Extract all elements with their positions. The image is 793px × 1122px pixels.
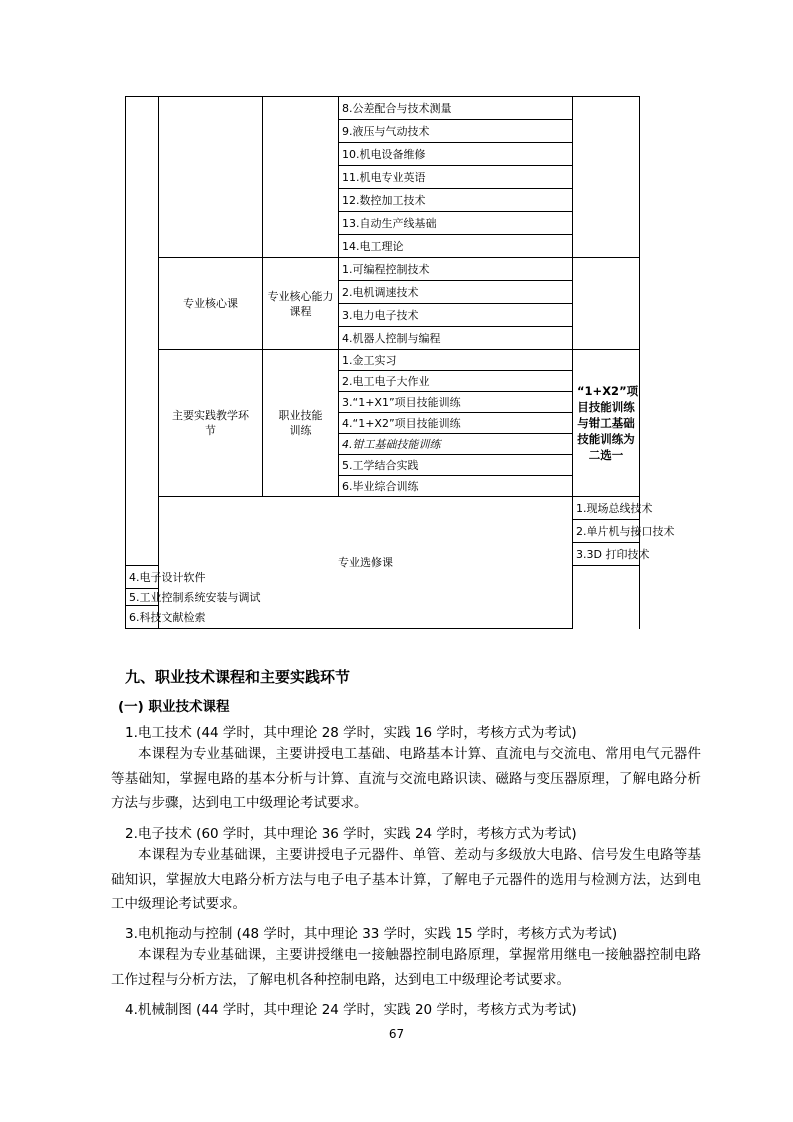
course-item: 13.自动生产线基础 — [339, 212, 573, 235]
course-table — [125, 96, 675, 629]
course-title: 3.电机拖动与控制 (48 学时，其中理论 33 学时，实践 15 学时，考核方式为考试) — [125, 926, 618, 942]
note-either-or: “1+X2”项目技能训练与钳工基础技能训练为二选一 — [573, 350, 640, 497]
course-item: 2.电机调速技术 — [339, 281, 573, 304]
course-item: 1.金工实习 — [339, 350, 573, 371]
course-item: 6.毕业综合训练 — [339, 476, 573, 497]
course-title: 2.电子技术 (60 学时，其中理论 36 学时，实践 24 学时，考核方式为考试) — [125, 826, 577, 842]
course-item: 8.公差配合与技术测量 — [339, 97, 573, 120]
course-item: 3.3D 打印技术 — [573, 543, 640, 566]
subsection-heading: (一) 职业技术课程 — [118, 699, 230, 715]
course-item: 12.数控加工技术 — [339, 189, 573, 212]
category-cell — [159, 97, 263, 258]
section-heading: 九、职业技术课程和主要实践环节 — [125, 668, 351, 686]
course-item: 5.工业控制系统安装与调试 — [126, 589, 159, 606]
course-title: 4.机械制图 (44 学时，其中理论 24 学时，实践 20 学时，考核方式为考试) — [125, 1002, 577, 1018]
course-item: 4.钳工基础技能训练 — [339, 434, 573, 455]
outer-category-cell — [126, 97, 159, 566]
course-item: 1.可编程控制技术 — [339, 258, 573, 281]
course-item: 3.电力电子技术 — [339, 304, 573, 327]
course-item: 4.机器人控制与编程 — [339, 327, 573, 350]
course-description: 本课程为专业基础课，主要讲授电工基础、电路基本计算、直流电与交流电、常用电气元器件等基础知，掌握电路的基本分析与计算、直流与交流电路识读、磁路与变压器原理，了解电路分析方法与步骤，达到电工中级理论考试要求。 — [111, 746, 701, 811]
category-core: 专业核心课 — [159, 258, 263, 350]
course-item: 3.“1+X1”项目技能训练 — [339, 392, 573, 413]
course-item: 6.科技文献检索 — [126, 606, 159, 629]
course-description: 本课程为专业基础课，主要讲授继电一接触器控制电路原理，掌握常用继电一接触器控制电路工作过程与分析方法，了解电机各种控制电路，达到电工中级理论考试要求。 — [111, 947, 701, 988]
category-practice: 主要实践教学环节 — [159, 350, 263, 497]
course-item: 4.电子设计软件 — [126, 566, 159, 589]
note-cell — [573, 258, 640, 350]
course-item: 10.机电设备维修 — [339, 143, 573, 166]
course-item: 5.工学结合实践 — [339, 455, 573, 476]
course-item: 1.现场总线技术 — [573, 497, 640, 520]
page-number: 67 — [388, 1027, 405, 1041]
category-elective: 专业选修课 — [159, 497, 573, 629]
course-item: 9.液压与气动技术 — [339, 120, 573, 143]
course-item: 2.电工电子大作业 — [339, 371, 573, 392]
note-cell — [573, 97, 640, 258]
subcategory-skill: 职业技能训练 — [263, 350, 339, 497]
subcategory-cell — [263, 97, 339, 258]
course-item: 14.电工理论 — [339, 235, 573, 258]
subcategory-core: 专业核心能力课程 — [263, 258, 339, 350]
course-title: 1.电工技术 (44 学时，其中理论 28 学时，实践 16 学时，考核方式为考试) — [125, 725, 577, 741]
course-description: 本课程为专业基础课，主要讲授电子元器件、单管、差动与多级放大电路、信号发生电路等基础知识，掌握放大电路分析方法与电子电子基本计算，了解电子元器件的选用与检测方法，达到电工中级理论考试要求。 — [111, 847, 701, 912]
course-item: 11.机电专业英语 — [339, 166, 573, 189]
course-item: 4.“1+X2”项目技能训练 — [339, 413, 573, 434]
course-item: 2.单片机与接口技术 — [573, 520, 640, 543]
